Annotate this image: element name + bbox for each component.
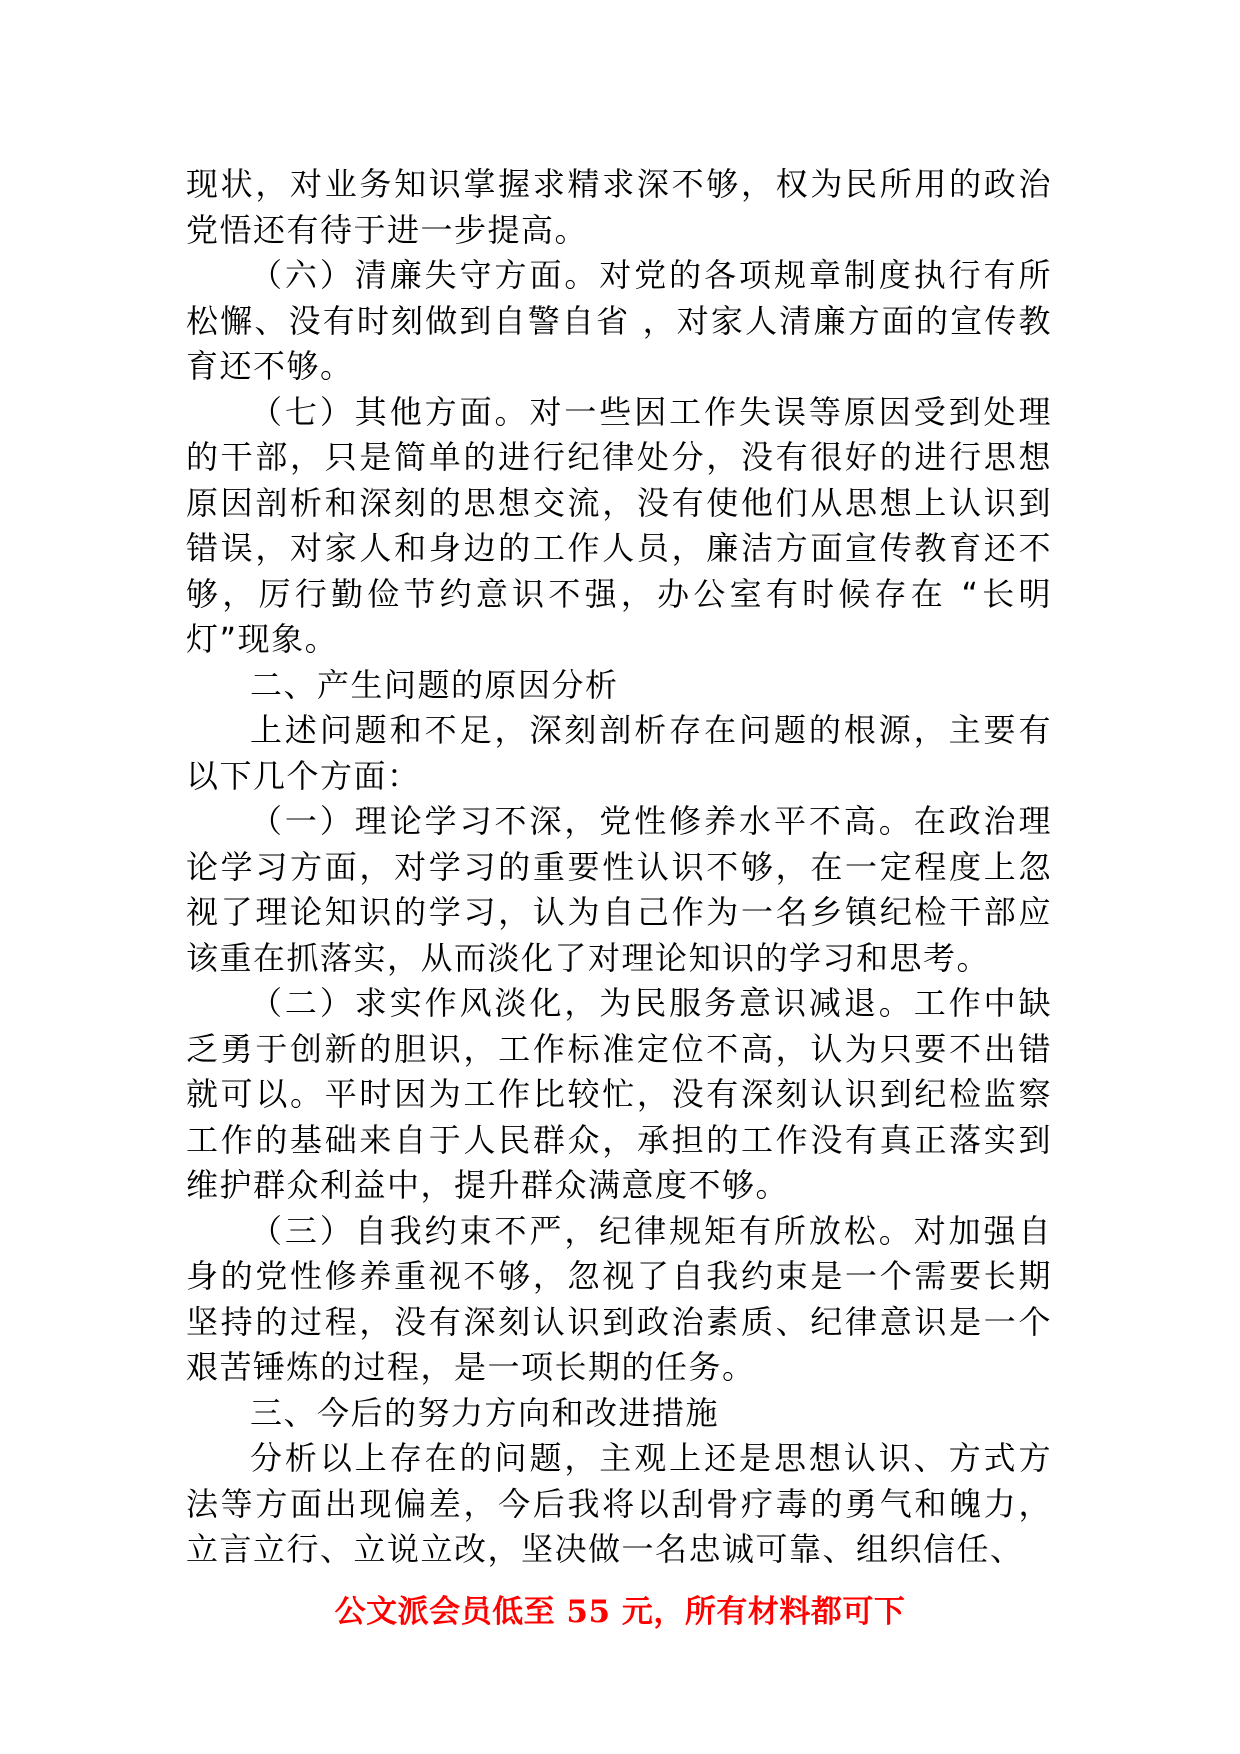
section-heading: 三、今后的努力方向和改进措施 <box>250 1393 720 1432</box>
section-heading: 二、产生问题的原因分析 <box>250 665 619 704</box>
paragraph: 分析以上存在的问题，主观上还是思想认识、方式方法等方面出现偏差，今后我将以刮骨疗毒的勇气和魄力，立言立行、立说立改，坚决做一名忠诚可靠、组织信任、 <box>186 1439 1052 1568</box>
paragraph: （二）求实作风淡化，为民服务意识减退。工作中缺乏勇于创新的胆识，工作标准定位不高，认为只要不出错就可以。平时因为工作比较忙，没有深刻认识到纪检监察工作的基础来自于人民群众，承担的工作没有真正落实到维护群众利益中，提升群众满意度不够。 <box>186 984 1052 1204</box>
paragraph: （六）清廉失守方面。对党的各项规章制度执行有所松懈、没有时刻做到自警自省 ，对家人清廉方面的宣传教育还不够。 <box>186 256 1052 385</box>
paragraph: 现状，对业务知识掌握求精求深不够，权为民所用的政治党悟还有待于进一步提高。 <box>186 165 1052 249</box>
paragraph: （七）其他方面。对一些因工作失误等原因受到处理的干部，只是简单的进行纪律处分，没有很好的进行思想原因剖析和深刻的思想交流，没有使他们从思想上认识到错误，对家人和身边的工作人员，廉洁方面宣传教育还不够，厉行勤俭节约意识不强，办公室有时候存在 “长明灯”现象。 <box>186 392 1052 658</box>
document-body <box>186 162 1052 1573</box>
paragraph: （一）理论学习不深，党性修养水平不高。在政治理论学习方面，对学习的重要性认识不够，在一定程度上忽视了理论知识的学习，认为自己作为一名乡镇纪检干部应该重在抓落实，从而淡化了对理论知识的学习和思考。 <box>186 802 1052 977</box>
promo-watermark: 公文派会员低至 55 元，所有材料都可下 <box>334 1594 906 1630</box>
paragraph: 上述问题和不足，深刻剖析存在问题的根源，主要有以下几个方面： <box>186 711 1052 795</box>
paragraph: （三）自我约束不严，纪律规矩有所放松。对加强自身的党性修养重视不够，忽视了自我约束是一个需要长期坚持的过程，没有深刻认识到政治素质、纪律意识是一个艰苦锤炼的过程，是一项长期的任务。 <box>186 1211 1052 1386</box>
